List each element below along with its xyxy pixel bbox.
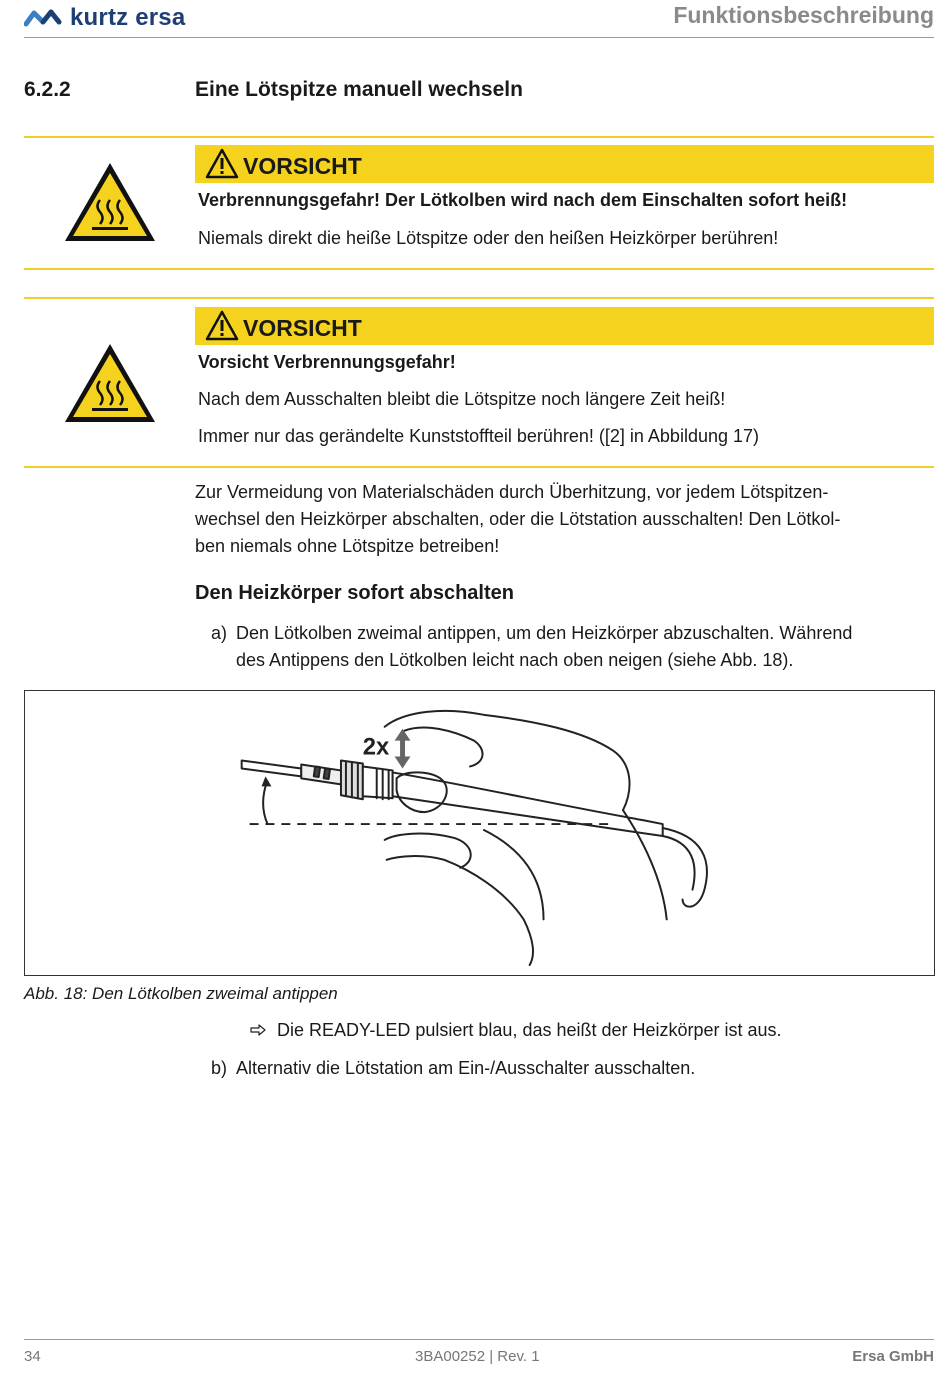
step-line: des Antippens den Lötkolben leicht nach oben neigen (siehe Abb. 18). xyxy=(236,650,794,670)
page-footer-divider xyxy=(24,1339,934,1340)
step-item xyxy=(211,1055,926,1082)
warning-banner xyxy=(195,145,934,183)
step-line: Alternativ die Lötstation am Ein-/Ausschalter ausschalten. xyxy=(236,1058,696,1078)
warning-headline: Verbrennungsgefahr! Der Lötkolben wird nach dem Einschalten sofort heiß! xyxy=(198,190,848,210)
section-title: Eine Lötspitze manuell wechseln xyxy=(195,78,523,101)
logo-text: kurtz ersa xyxy=(70,4,186,31)
warning-text: Nach dem Ausschalten bleibt die Lötspitze noch längere Zeit heiß! xyxy=(198,389,726,409)
document-id: 3BA00252 | Rev. 1 xyxy=(415,1348,540,1365)
page-number: 34 xyxy=(24,1348,41,1365)
result-line xyxy=(250,1018,782,1042)
warning-divider xyxy=(24,268,934,270)
section-number: 6.2.2 xyxy=(24,78,71,101)
chapter-title: Funktionsbeschreibung xyxy=(673,2,934,28)
step-text xyxy=(236,620,926,674)
step-label: b) xyxy=(211,1058,228,1078)
warning-triangle-icon xyxy=(205,148,239,180)
warning-divider xyxy=(24,297,934,299)
tap-count-label: 2x xyxy=(362,733,390,761)
step-label: a) xyxy=(211,623,228,643)
warning-label: VORSICHT xyxy=(243,153,362,179)
result-text: Die READY-LED pulsiert blau, das heißt der Heizkörper ist aus. xyxy=(277,1020,782,1040)
hot-surface-warning-icon xyxy=(62,341,158,425)
warning-banner xyxy=(195,307,934,345)
step-line: Den Lötkolben zweimal antippen, um den Heizkörper abzuschalten. Während xyxy=(236,623,853,643)
warning-label: VORSICHT xyxy=(243,315,362,341)
warning-text: Immer nur das gerändelte Kunststoffteil berühren! ([2] in Abbildung 17) xyxy=(198,426,759,446)
paragraph-line: Zur Vermeidung von Materialschäden durch Überhitzung, vor jedem Lötspitzen- xyxy=(195,482,829,502)
hot-surface-warning-icon xyxy=(62,160,158,244)
brand-logo xyxy=(24,4,185,32)
hand-holding-soldering-iron-illustration xyxy=(25,691,934,975)
company-name: Ersa GmbH xyxy=(852,1348,934,1365)
warning-headline: Vorsicht Verbrennungsgefahr! xyxy=(198,352,456,372)
warning-text: Niemals direkt die heiße Lötspitze oder den heißen Heizkörper berühren! xyxy=(198,228,779,248)
paragraph-line: ben niemals ohne Lötspitze betreiben! xyxy=(195,536,500,556)
warning-divider xyxy=(24,136,934,138)
figure-caption: Abb. 18: Den Lötkolben zweimal antippen xyxy=(24,984,338,1003)
warning-divider xyxy=(24,466,934,468)
step-item xyxy=(211,620,926,674)
intro-paragraph xyxy=(195,479,925,560)
kurtz-ersa-logo-icon xyxy=(24,6,62,30)
subheading: Den Heizkörper sofort abschalten xyxy=(195,582,514,604)
warning-triangle-icon xyxy=(205,310,239,342)
paragraph-line: wechsel den Heizkörper abschalten, oder die Lötstation ausschalten! Den Lötkol- xyxy=(195,509,841,529)
page-header xyxy=(24,0,934,38)
figure-soldering-iron xyxy=(24,690,935,976)
step-text xyxy=(236,1055,926,1082)
arrow-right-outline-icon xyxy=(250,1024,266,1036)
